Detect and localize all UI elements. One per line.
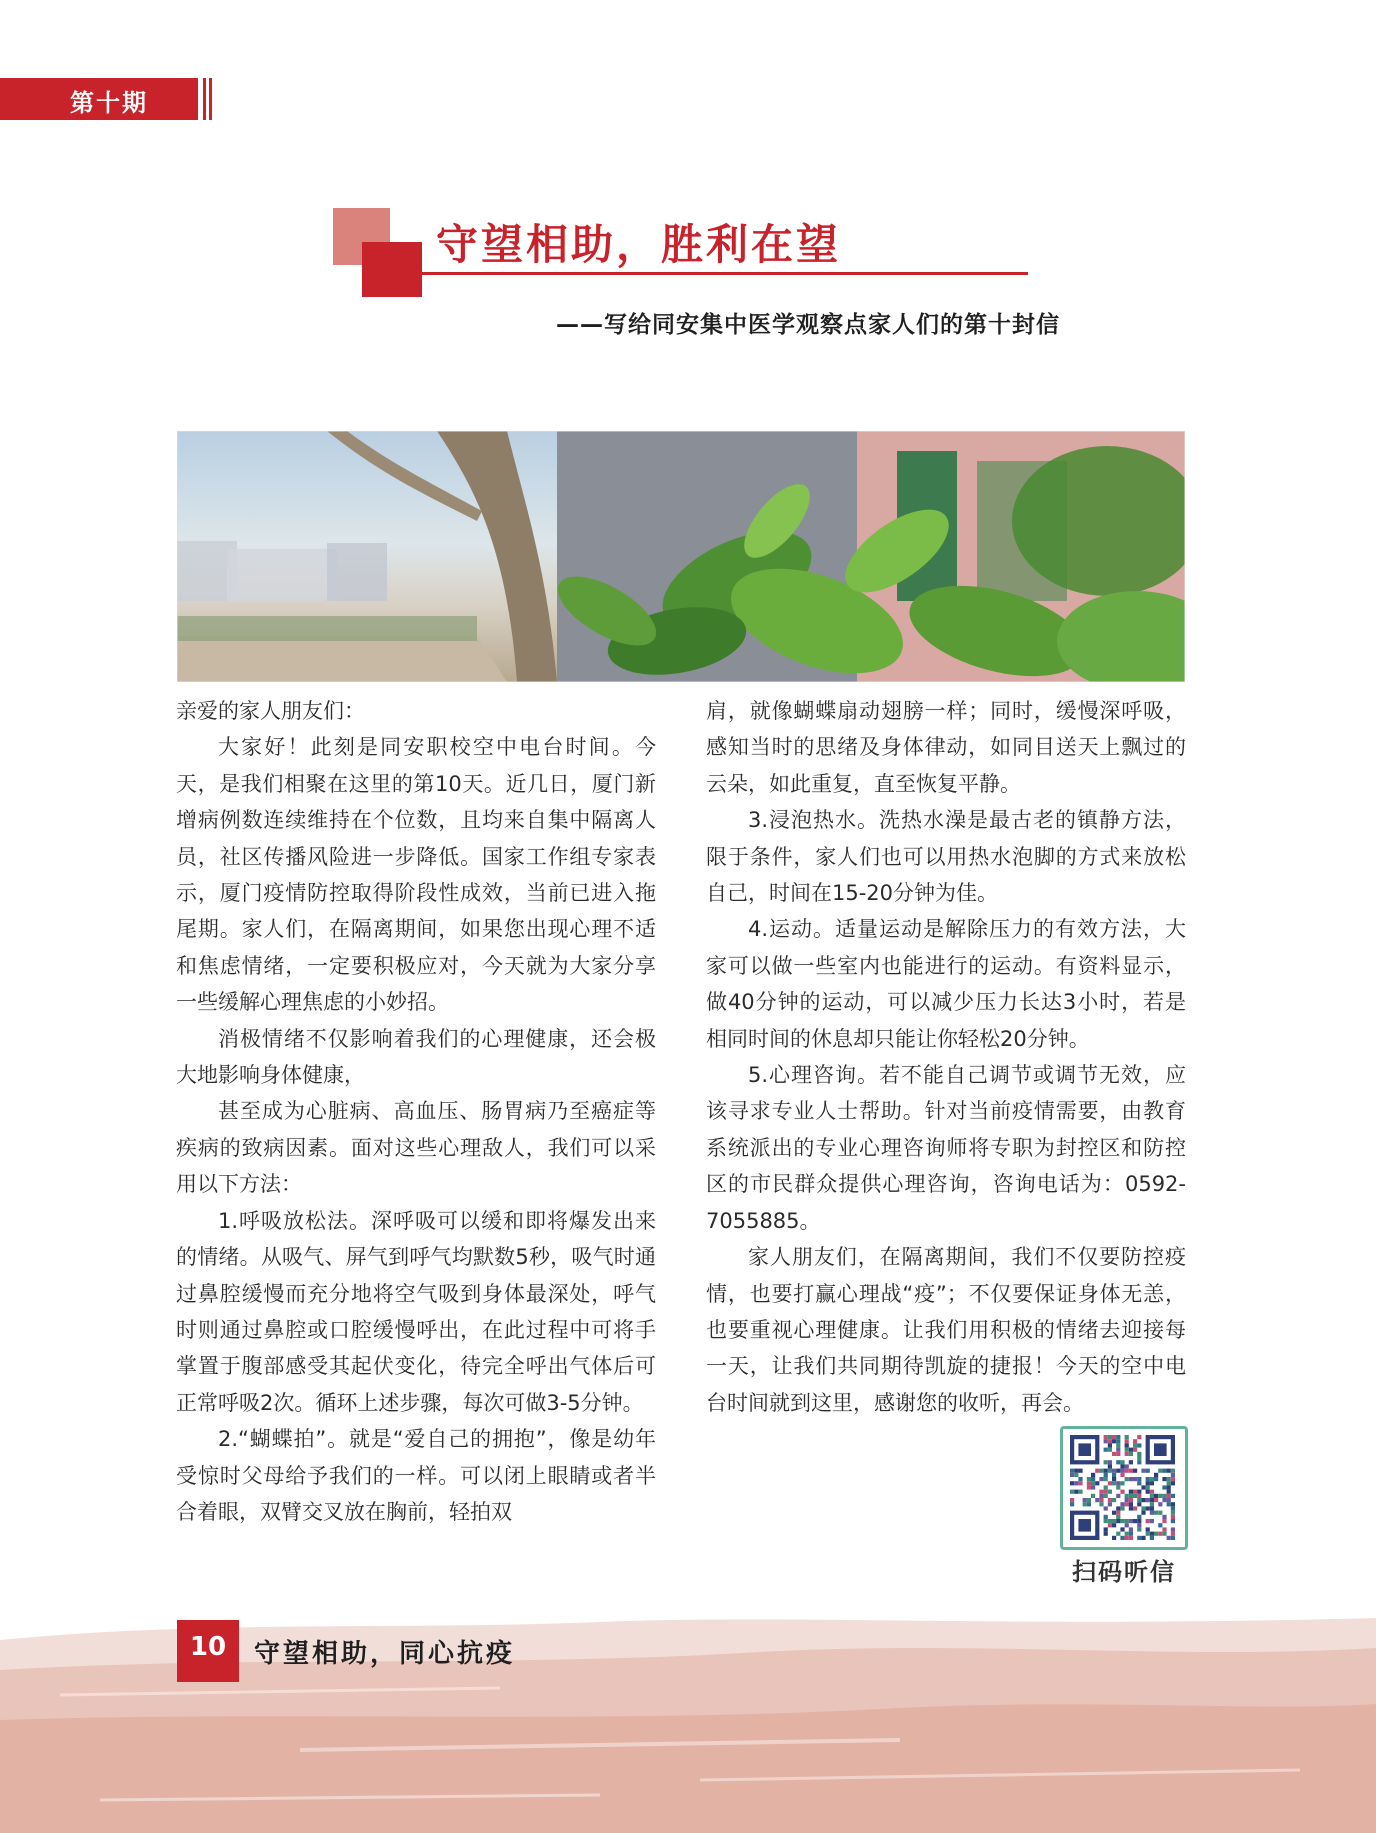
paragraph: 4.运动。适量运动是解除压力的有效方法，大家可以做一些室内也能进行的运动。有资料显示，做40分钟的运动，可以减少压力长达3小时，若是相同时间的休息却只能让你轻松20分钟。 bbox=[706, 917, 1186, 1051]
paragraph: 消极情绪不仅影响着我们的心理健康，还会极大地影响身体健康， bbox=[176, 1026, 656, 1088]
title-decor-square-dark bbox=[362, 242, 422, 297]
title-underline bbox=[422, 272, 1028, 275]
paragraph: 5.心理咨询。若不能自己调节或调节无效，应该寻求专业人士帮助。针对当前疫情需要，由教育系统派出的专业心理咨询师将专职为封控区和防控区的市民群众提供心理咨询，咨询电话为：0592-7055885。 bbox=[706, 1063, 1186, 1233]
issue-tab bbox=[0, 78, 198, 120]
article-subtitle: ——写给同安集中医学观察点家人们的第十封信 bbox=[556, 312, 1060, 338]
article-photo bbox=[177, 431, 1185, 682]
qr-code[interactable] bbox=[1060, 1426, 1188, 1550]
issue-tab-bars bbox=[203, 78, 215, 120]
paragraph-continued: 肩，就像蝴蝶扇动翅膀一样；同时，缓慢深呼吸，感知当时的思绪及身体律动，如同目送天上飘过的云朵，如此重复，直至恢复平静。 bbox=[706, 699, 1186, 796]
paragraph: 3.浸泡热水。洗热水澡是最古老的镇静方法，限于条件，家人们也可以用热水泡脚的方式来放松自己，时间在15-20分钟为佳。 bbox=[706, 808, 1186, 906]
qr-code-icon bbox=[1070, 1435, 1178, 1541]
text-column-right bbox=[706, 693, 1186, 1421]
greeting: 亲爱的家人朋友们： bbox=[176, 699, 365, 723]
footer-slogan: 守望相助，同心抗疫 bbox=[254, 1639, 516, 1669]
paragraph: 家人朋友们，在隔离期间，我们不仅要防控疫情，也要打赢心理战“疫”；不仅要保证身体无恙，也要重视心理健康。让我们用积极的情绪去迎接每一天，让我们共同期待凯旋的捷报！今天的空中电台时间就到这里，感谢您的收听，再会。 bbox=[706, 1245, 1186, 1415]
qr-caption: 扫码听信 bbox=[1072, 1557, 1176, 1586]
page-number-box bbox=[177, 1620, 239, 1682]
text-column-left bbox=[176, 693, 656, 1530]
paragraph: 2.“蝴蝶拍”。就是“爱自己的拥抱”，像是幼年受惊时父母给予我们的一样。可以闭上眼睛或者半合着眼，双臂交叉放在胸前，轻拍双 bbox=[176, 1427, 656, 1524]
issue-label: 第十期 bbox=[70, 89, 148, 117]
paragraph: 甚至成为心脏病、高血压、肠胃病乃至癌症等疾病的致病因素。面对这些心理敌人，我们可以采用以下方法： bbox=[176, 1099, 656, 1197]
page-number: 10 bbox=[189, 1632, 227, 1662]
paragraph: 1.呼吸放松法。深呼吸可以缓和即将爆发出来的情绪。从吸气、屏气到呼气均默数5秒，吸气时通过鼻腔缓慢而充分地将空气吸到身体最深处，呼气时则通过鼻腔或口腔缓慢呼出，在此过程中可将手掌置于腹部感受其起伏变化，待完全呼出气体后可正常呼吸2次。循环上述步骤，每次可做3-5分钟。 bbox=[176, 1208, 656, 1415]
paragraph: 大家好！此刻是同安职校空中电台时间。今天，是我们相聚在这里的第10天。近几日，厦门新增病例数连续维持在个位数，且均来自集中隔离人员，社区传播风险进一步降低。国家工作组专家表示，厦门疫情防控取得阶段性成效，当前已进入拖尾期。家人们，在隔离期间，如果您出现心理不适和焦虑情绪，一定要积极应对，今天就为大家分享一些缓解心理焦虑的小妙招。 bbox=[176, 735, 656, 1015]
article-title: 守望相助，胜利在望 bbox=[436, 220, 842, 269]
